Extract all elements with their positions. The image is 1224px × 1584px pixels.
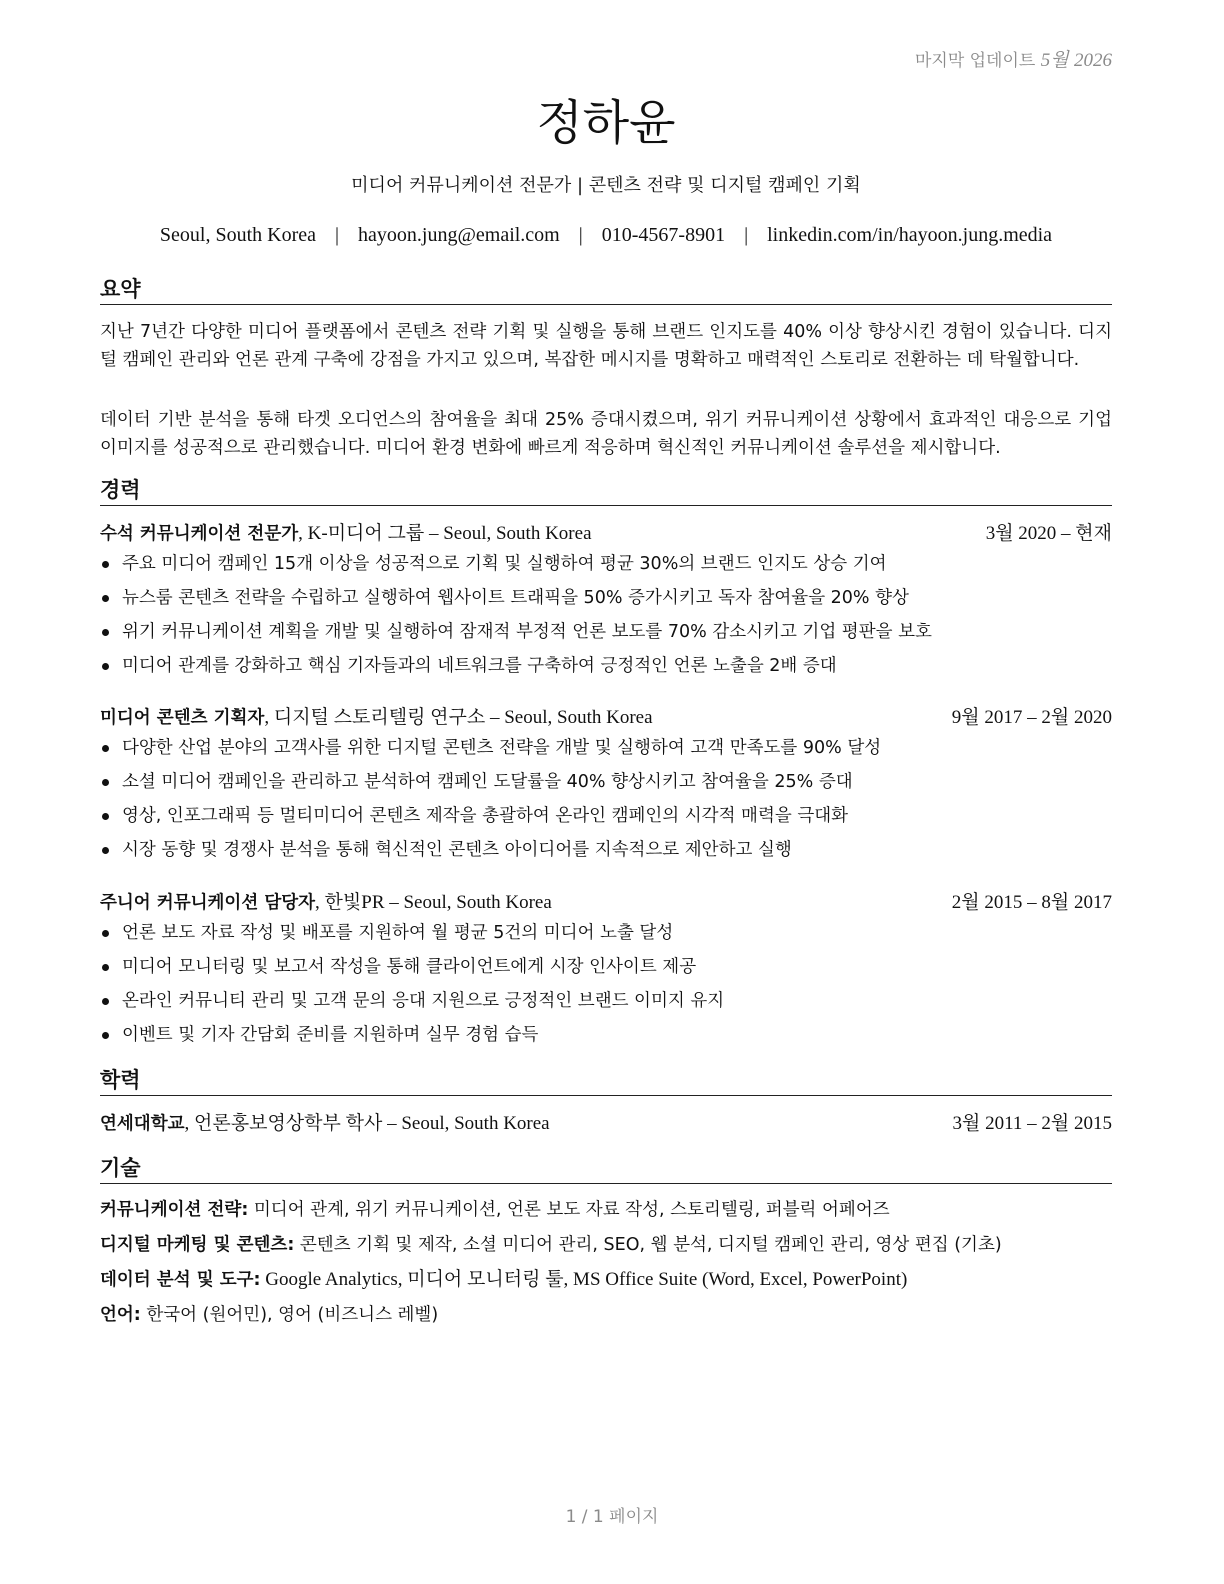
job-company: , K-미디어 그룹 – Seoul, South Korea — [298, 523, 592, 544]
list-item — [100, 584, 1112, 618]
contact-phone[interactable]: 010-4567-8901 — [601, 224, 726, 246]
last-updated — [915, 45, 1112, 72]
education-detail: , 언론홍보영상학부 학사 – Seoul, South Korea — [184, 1113, 550, 1134]
skill-key: 커뮤니케이션 전략: — [100, 1200, 249, 1220]
job-dates: 3월 2020 – 현재 — [985, 523, 1112, 544]
bullet-text: 뉴스룸 콘텐츠 전략을 수립하고 실행하여 웹사이트 트래픽을 50% 증가시키고 독자 참여율을 20% 향상 — [122, 588, 909, 608]
list-item — [100, 802, 1112, 836]
section-title-skills: 기술 — [100, 1155, 1112, 1184]
skill-row — [100, 1197, 1112, 1223]
bullet-icon — [102, 629, 109, 636]
contact-separator: | — [578, 224, 583, 246]
last-updated-month: 5월 — [1040, 50, 1069, 71]
summary-paragraph: 지난 7년간 다양한 미디어 플랫폼에서 콘텐츠 전략 기획 및 실행을 통해 브랜드 인지도를 40% 이상 향상시킨 경험이 있습니다. 디지털 캠페인 관리와 언론 관계 구축에 강점을 가지고 있으며, 복잡한 메시지를 명확하고 매력적인 스토리로 전환하는 데 탁월합니다. — [100, 322, 1112, 370]
bullet-icon — [102, 561, 109, 568]
contact-linkedin[interactable]: linkedin.com/in/hayoon.jung.media — [767, 224, 1053, 246]
skill-value: 콘텐츠 기획 및 제작, 소셜 미디어 관리, SEO, 웹 분석, 디지털 캠페인 관리, 영상 편집 (기초) — [294, 1235, 1002, 1255]
list-item — [100, 618, 1112, 652]
bullet-text: 미디어 모니터링 및 보고서 작성을 통해 클라이언트에게 시장 인사이트 제공 — [122, 957, 697, 977]
list-item — [100, 987, 1112, 1021]
bullet-icon — [102, 1032, 109, 1039]
bullet-text: 시장 동향 및 경쟁사 분석을 통해 혁신적인 콘텐츠 아이디어를 지속적으로 제안하고 실행 — [122, 840, 792, 860]
education-entry — [100, 1111, 1112, 1137]
job-bullets — [100, 919, 1112, 1055]
job-dates: 9월 2017 – 2월 2020 — [951, 707, 1112, 728]
education-school: 연세대학교 — [100, 1114, 185, 1134]
job-bullets — [100, 734, 1112, 870]
page-indicator: 1 / 1 페이지 — [565, 1507, 659, 1527]
bullet-icon — [102, 930, 109, 937]
job-role: 주니어 커뮤니케이션 담당자 — [100, 893, 316, 913]
resume-page — [100, 0, 1112, 1584]
bullet-icon — [102, 847, 109, 854]
job-header — [100, 890, 1112, 916]
bullet-text: 영상, 인포그래픽 등 멀티미디어 콘텐츠 제작을 총괄하여 온라인 캠페인의 시각적 매력을 극대화 — [122, 806, 849, 826]
skill-row — [100, 1232, 1112, 1258]
bullet-text: 미디어 관계를 강화하고 핵심 기자들과의 네트워크를 구축하여 긍정적인 언론 노출을 2배 증대 — [122, 656, 837, 676]
contact-separator: | — [335, 224, 340, 246]
list-item — [100, 953, 1112, 987]
bullet-icon — [102, 813, 109, 820]
job-bullets — [100, 550, 1112, 686]
bullet-icon — [102, 779, 109, 786]
skill-value: 미디어 관계, 위기 커뮤니케이션, 언론 보도 자료 작성, 스토리텔링, 퍼블릭 어페어즈 — [248, 1200, 890, 1220]
section-title-education: 학력 — [100, 1067, 1112, 1096]
bullet-icon — [102, 998, 109, 1005]
job-company: , 한빛PR – Seoul, South Korea — [315, 892, 552, 913]
job-company: , 디지털 스토리텔링 연구소 – Seoul, South Korea — [264, 707, 653, 728]
job-role: 수석 커뮤니케이션 전문가 — [100, 524, 299, 544]
skill-row — [100, 1267, 1112, 1293]
bullet-text: 이벤트 및 기자 간담회 준비를 지원하며 실무 경험 습득 — [122, 1025, 539, 1045]
list-item — [100, 1021, 1112, 1055]
summary-paragraph: 데이터 기반 분석을 통해 타겟 오디언스의 참여율을 최대 25% 증대시켰으며, 위기 커뮤니케이션 상황에서 효과적인 대응으로 기업 이미지를 성공적으로 관리했습니다. 미디어 환경 변화에 빠르게 적응하며 혁신적인 커뮤니케이션 솔루션을 제시합니다. — [100, 410, 1112, 458]
bullet-icon — [102, 595, 109, 602]
section-title-summary: 요약 — [100, 276, 1112, 305]
job-header — [100, 521, 1112, 547]
education-dates: 3월 2011 – 2월 2015 — [952, 1113, 1112, 1134]
list-item — [100, 836, 1112, 870]
skill-value: 한국어 (원어민), 영어 (비즈니스 레벨) — [140, 1305, 439, 1325]
list-item — [100, 550, 1112, 584]
skill-row — [100, 1302, 1112, 1328]
bullet-text: 다양한 산업 분야의 고객사를 위한 디지털 콘텐츠 전략을 개발 및 실행하여 고객 만족도를 90% 달성 — [122, 738, 882, 758]
list-item — [100, 768, 1112, 802]
bullet-icon — [102, 964, 109, 971]
contact-location: Seoul, South Korea — [159, 224, 317, 246]
skill-key: 디지털 마케팅 및 콘텐츠: — [100, 1235, 295, 1255]
section-title-experience: 경력 — [100, 477, 1112, 506]
contact-separator: | — [744, 224, 749, 246]
contact-line — [100, 224, 1112, 247]
job-role: 미디어 콘텐츠 기획자 — [100, 708, 265, 728]
contact-email[interactable]: hayoon.jung@email.com — [358, 224, 560, 246]
list-item — [100, 919, 1112, 953]
bullet-text: 온라인 커뮤니티 관리 및 고객 문의 응대 지원으로 긍정적인 브랜드 이미지 유지 — [122, 991, 725, 1011]
list-item — [100, 652, 1112, 686]
job-header — [100, 705, 1112, 731]
job-dates: 2월 2015 – 8월 2017 — [951, 892, 1112, 913]
tagline: 미디어 커뮤니케이션 전문가 | 콘텐츠 전략 및 디지털 캠페인 기획 — [351, 175, 861, 196]
bullet-text: 주요 미디어 캠페인 15개 이상을 성공적으로 기획 및 실행하여 평균 30%의 브랜드 인지도 상승 기여 — [122, 554, 887, 574]
last-updated-label: 마지막 업데이트 — [914, 51, 1036, 71]
bullet-text: 위기 커뮤니케이션 계획을 개발 및 실행하여 잠재적 부정적 언론 보도를 70% 감소시키고 기업 평판을 보호 — [122, 622, 932, 642]
bullet-text: 언론 보도 자료 작성 및 배포를 지원하여 월 평균 5건의 미디어 노출 달성 — [122, 923, 674, 943]
list-item — [100, 734, 1112, 768]
last-updated-year: 2026 — [1074, 50, 1112, 71]
candidate-name: 정하윤 — [536, 95, 676, 151]
bullet-icon — [102, 745, 109, 752]
skill-value: Google Analytics, 미디어 모니터링 툴, MS Office Suite (Word, Excel, PowerPoint) — [260, 1269, 908, 1290]
bullet-text: 소셜 미디어 캠페인을 관리하고 분석하여 캠페인 도달률을 40% 향상시키고 참여율을 25% 증대 — [122, 772, 853, 792]
skill-key: 데이터 분석 및 도구: — [100, 1270, 261, 1290]
bullet-icon — [102, 663, 109, 670]
skill-key: 언어: — [100, 1305, 141, 1325]
